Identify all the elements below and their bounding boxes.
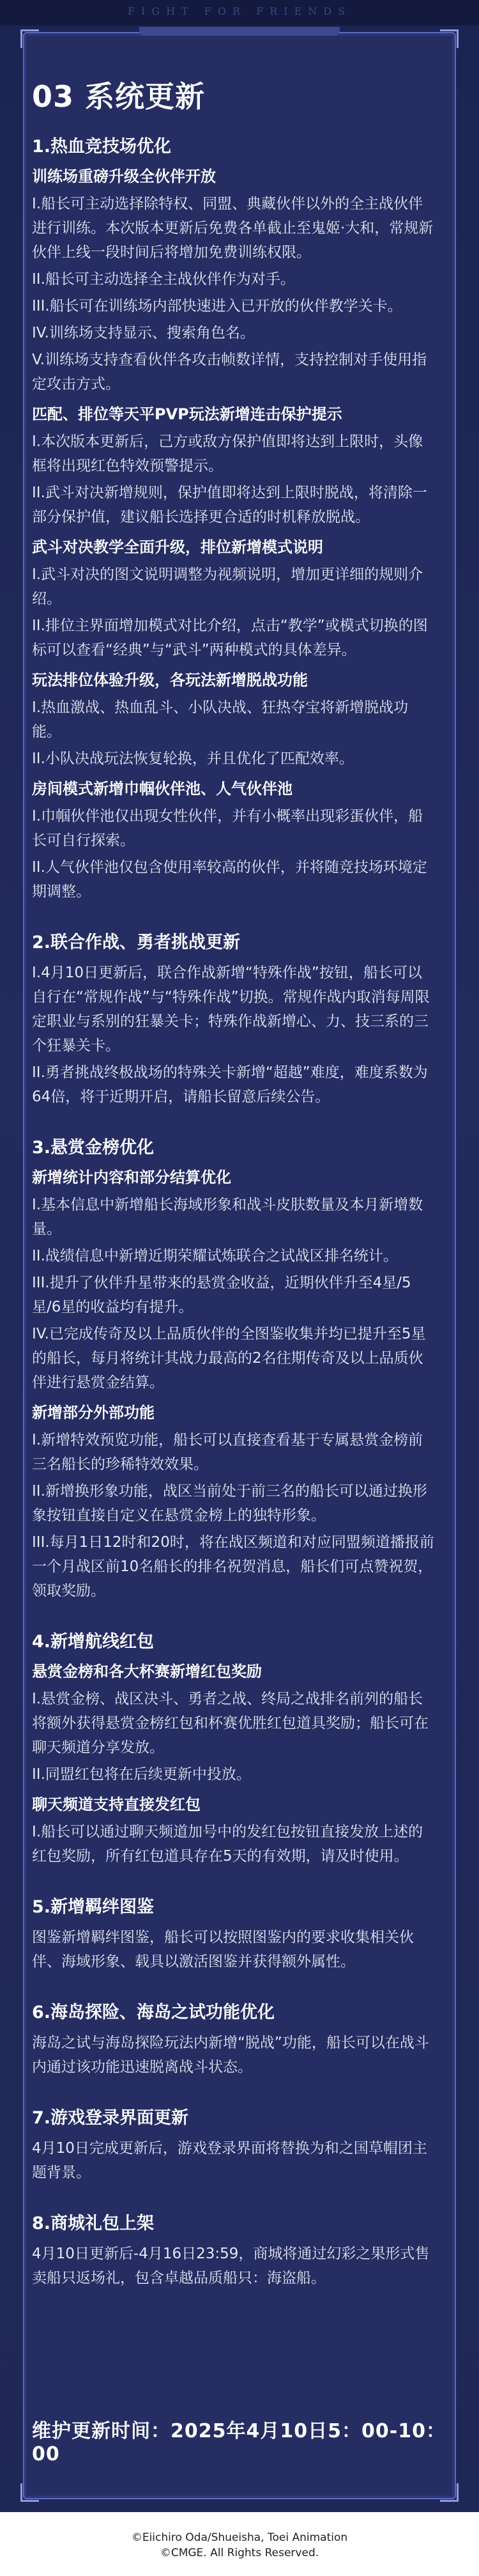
section-heading: 2.联合作战、勇者挑战更新 <box>32 933 241 952</box>
update-paragraph: IV.已完成传奇及以上品质伙伴的全图鉴收集并均已提升至5星的船长，每月将统计其战力最高的2名往期传奇及以上品质伙伴进行悬赏金结算。 <box>32 1326 426 1391</box>
update-section <box>32 2209 434 2290</box>
update-paragraph: II.勇者挑战终极战场的特殊关卡新增“超越”难度，难度系数为64倍，将于近期开启，请船长留意后续公告。 <box>32 1064 428 1105</box>
update-paragraph: 4月10日完成更新后，游戏登录界面将替换为和之国草帽团主题背景。 <box>32 2140 427 2181</box>
subsection-heading: 匹配、排位等天平PVP玩法新增连击保护提示 <box>32 405 342 423</box>
section-title: 03 系统更新 <box>32 79 206 114</box>
update-paragraph: II.船长可主动选择全主战伙伴作为对手。 <box>32 271 295 288</box>
update-sections <box>32 132 434 2290</box>
update-paragraph: 4月10日更新后-4月16日23:59，商城将通过幻彩之果形式售卖船只返场礼，包含卓越品质船只：海盗船。 <box>32 2246 430 2286</box>
update-paragraph: I.武斗对决的图文说明调整为视频说明，增加更详细的规则介绍。 <box>32 566 423 607</box>
subsection-heading: 新增统计内容和部分结算优化 <box>32 1168 231 1186</box>
update-paragraph: I.巾帼伙伴池仅出现女性伙伴，并有小概率出现彩蛋伙伴，船长可自行探索。 <box>32 808 423 849</box>
update-paragraph: I.热血激战、热血乱斗、小队决战、狂热夺宝将新增脱战功能。 <box>32 699 409 740</box>
update-section <box>32 132 434 904</box>
subsection-heading: 新增部分外部功能 <box>32 1404 155 1422</box>
update-paragraph: II.战绩信息中新增近期荣耀试炼联合之试战区排名统计。 <box>32 1248 398 1264</box>
update-paragraph: III.提升了伙伴升星带来的悬赏金收益，近期伙伴升至4星/5星/6星的收益均有提升。 <box>32 1275 411 1315</box>
section-heading: 5.新增羁绊图鉴 <box>32 1897 155 1917</box>
update-paragraph: II.排位主界面增加模式对比介绍，点击“教学”或模式切换的图标可以查看“经典”与“武斗”两种模式的具体差异。 <box>32 617 428 658</box>
copyright-line-1: ©Eiichiro Oda/Shueisha, Toei Animation <box>131 2531 348 2544</box>
copyright-footer <box>0 2512 479 2576</box>
update-paragraph: 图鉴新增羁绊图鉴，船长可以按照图鉴内的要求收集相关伙伴、海域形象、载具以激活图鉴并获得额外属性。 <box>32 1929 414 1970</box>
subsection-heading: 玩法排位体验升级，各玩法新增脱战功能 <box>32 671 308 689</box>
update-section <box>32 1133 434 1603</box>
frame-corner-top-right <box>440 29 459 48</box>
update-paragraph: I.基本信息中新增船长海域形象和战斗皮肤数量及本月新增数量。 <box>32 1197 423 1238</box>
update-paragraph: II.小队决战玩法恢复轮换，并且优化了匹配效率。 <box>32 750 354 767</box>
update-paragraph: 海岛之试与海岛探险玩法内新增“脱战”功能，船长可以在战斗内通过该功能迅速脱离战斗状态。 <box>32 2035 429 2076</box>
update-paragraph: I.船长可主动选择除特权、同盟、典藏伙伴以外的全主战伙伴进行训练。本次版本更新后免费各单截止至鬼姬·大和，常规新伙伴上线一段时间后将增加免费训练权限。 <box>32 196 434 261</box>
top-decoration-band <box>0 0 479 26</box>
update-paragraph: I.船长可以通过聊天频道加号中的发红包按钮直接发放上述的红包奖励，所有红包道具存在5天的有效期，请及时使用。 <box>32 1824 423 1865</box>
section-heading: 4.新增航线红包 <box>32 1632 155 1652</box>
subsection-heading: 悬赏金榜和各大杯赛新增红包奖励 <box>32 1663 262 1680</box>
update-paragraph: V.训练场支持查看伙伴各攻击帧数详情，支持控制对手使用指定攻击方式。 <box>32 352 427 392</box>
update-paragraph: I.悬赏金榜、战区决斗、勇者之战、终局之战排名前列的船长将额外获得悬赏金榜红包和杯赛优胜红包道具奖励；船长可在聊天频道分享发放。 <box>32 1691 429 1756</box>
subsection-heading: 聊天频道支持直接发红包 <box>32 1796 201 1813</box>
frame-corner-bottom-left <box>20 2483 39 2502</box>
update-section <box>32 2104 434 2185</box>
update-paragraph: II.人气伙伴池仅包含使用率较高的伙伴，并将随竞技场环境定期调整。 <box>32 859 427 900</box>
update-paragraph: II.新增换形象功能，战区当前处于前三名的船长可以通过换形象按钮直接自定义在悬赏金榜上的独特形象。 <box>32 1483 427 1524</box>
subsection-heading: 训练场重磅升级全伙伴开放 <box>32 167 216 185</box>
update-paragraph: II.同盟红包将在后续更新中投放。 <box>32 1766 251 1783</box>
copyright-line-2: ©CMGE. All Rights Reserved. <box>160 2547 319 2559</box>
subsection-heading: 房间模式新增巾帼伙伴池、人气伙伴池 <box>32 780 293 798</box>
update-section <box>32 1998 434 2079</box>
update-section <box>32 1893 434 1974</box>
update-notes-content <box>32 74 434 2315</box>
update-paragraph: I.本次版本更新后，己方或敌方保护值即将达到上限时，头像框将出现红色特效预警提示。 <box>32 433 423 474</box>
update-paragraph: II.武斗对决新增规则，保护值即将达到上限时脱战，将清除一部分保护值，建议船长选择更合适的时机释放脱战。 <box>32 485 427 525</box>
maintenance-time: 维护更新时间：2025年4月10日5：00-10：00 <box>32 2420 446 2465</box>
section-heading: 7.游戏登录界面更新 <box>32 2108 189 2128</box>
section-heading: 1.热血竞技场优化 <box>32 137 172 157</box>
frame-corner-top-left <box>20 29 39 48</box>
update-paragraph: IV.训练场支持显示、搜索角色名。 <box>32 325 255 341</box>
update-paragraph: I.新增特效预览功能，船长可以直接查看基于专属悬赏金榜前三名船长的珍稀特效效果。 <box>32 1432 423 1473</box>
section-heading: 8.商城礼包上架 <box>32 2214 155 2233</box>
frame-top-ornament <box>139 27 340 36</box>
update-section <box>32 928 434 1109</box>
subsection-heading: 武斗对决教学全面升级，排位新增模式说明 <box>32 538 323 556</box>
frame-corner-bottom-right <box>440 2483 459 2502</box>
update-paragraph: I.4月10日更新后，联合作战新增“特殊作战”按钮，船长可以自行在“常规作战”与“特殊作战”切换。常规作战内取消每周限定职业与系别的狂暴关卡；特殊作战新增心、力、技三系的三个狂暴关卡。 <box>32 965 430 1054</box>
update-paragraph: III.每月1日12时和20时，将在战区频道和对应同盟频道播报前一个月战区前10名船长的排名祝贺消息，船长们可点赞祝贺，领取奖励。 <box>32 1534 434 1599</box>
update-section <box>32 1627 434 1868</box>
section-heading: 6.海岛探险、海岛之试功能优化 <box>32 2003 275 2022</box>
fight-for-friends-watermark: FIGHT FOR FRIENDS <box>127 5 352 17</box>
update-paragraph: III.船长可在训练场内部快速进入已开放的伙伴教学关卡。 <box>32 298 402 314</box>
section-heading: 3.悬赏金榜优化 <box>32 1138 155 1158</box>
